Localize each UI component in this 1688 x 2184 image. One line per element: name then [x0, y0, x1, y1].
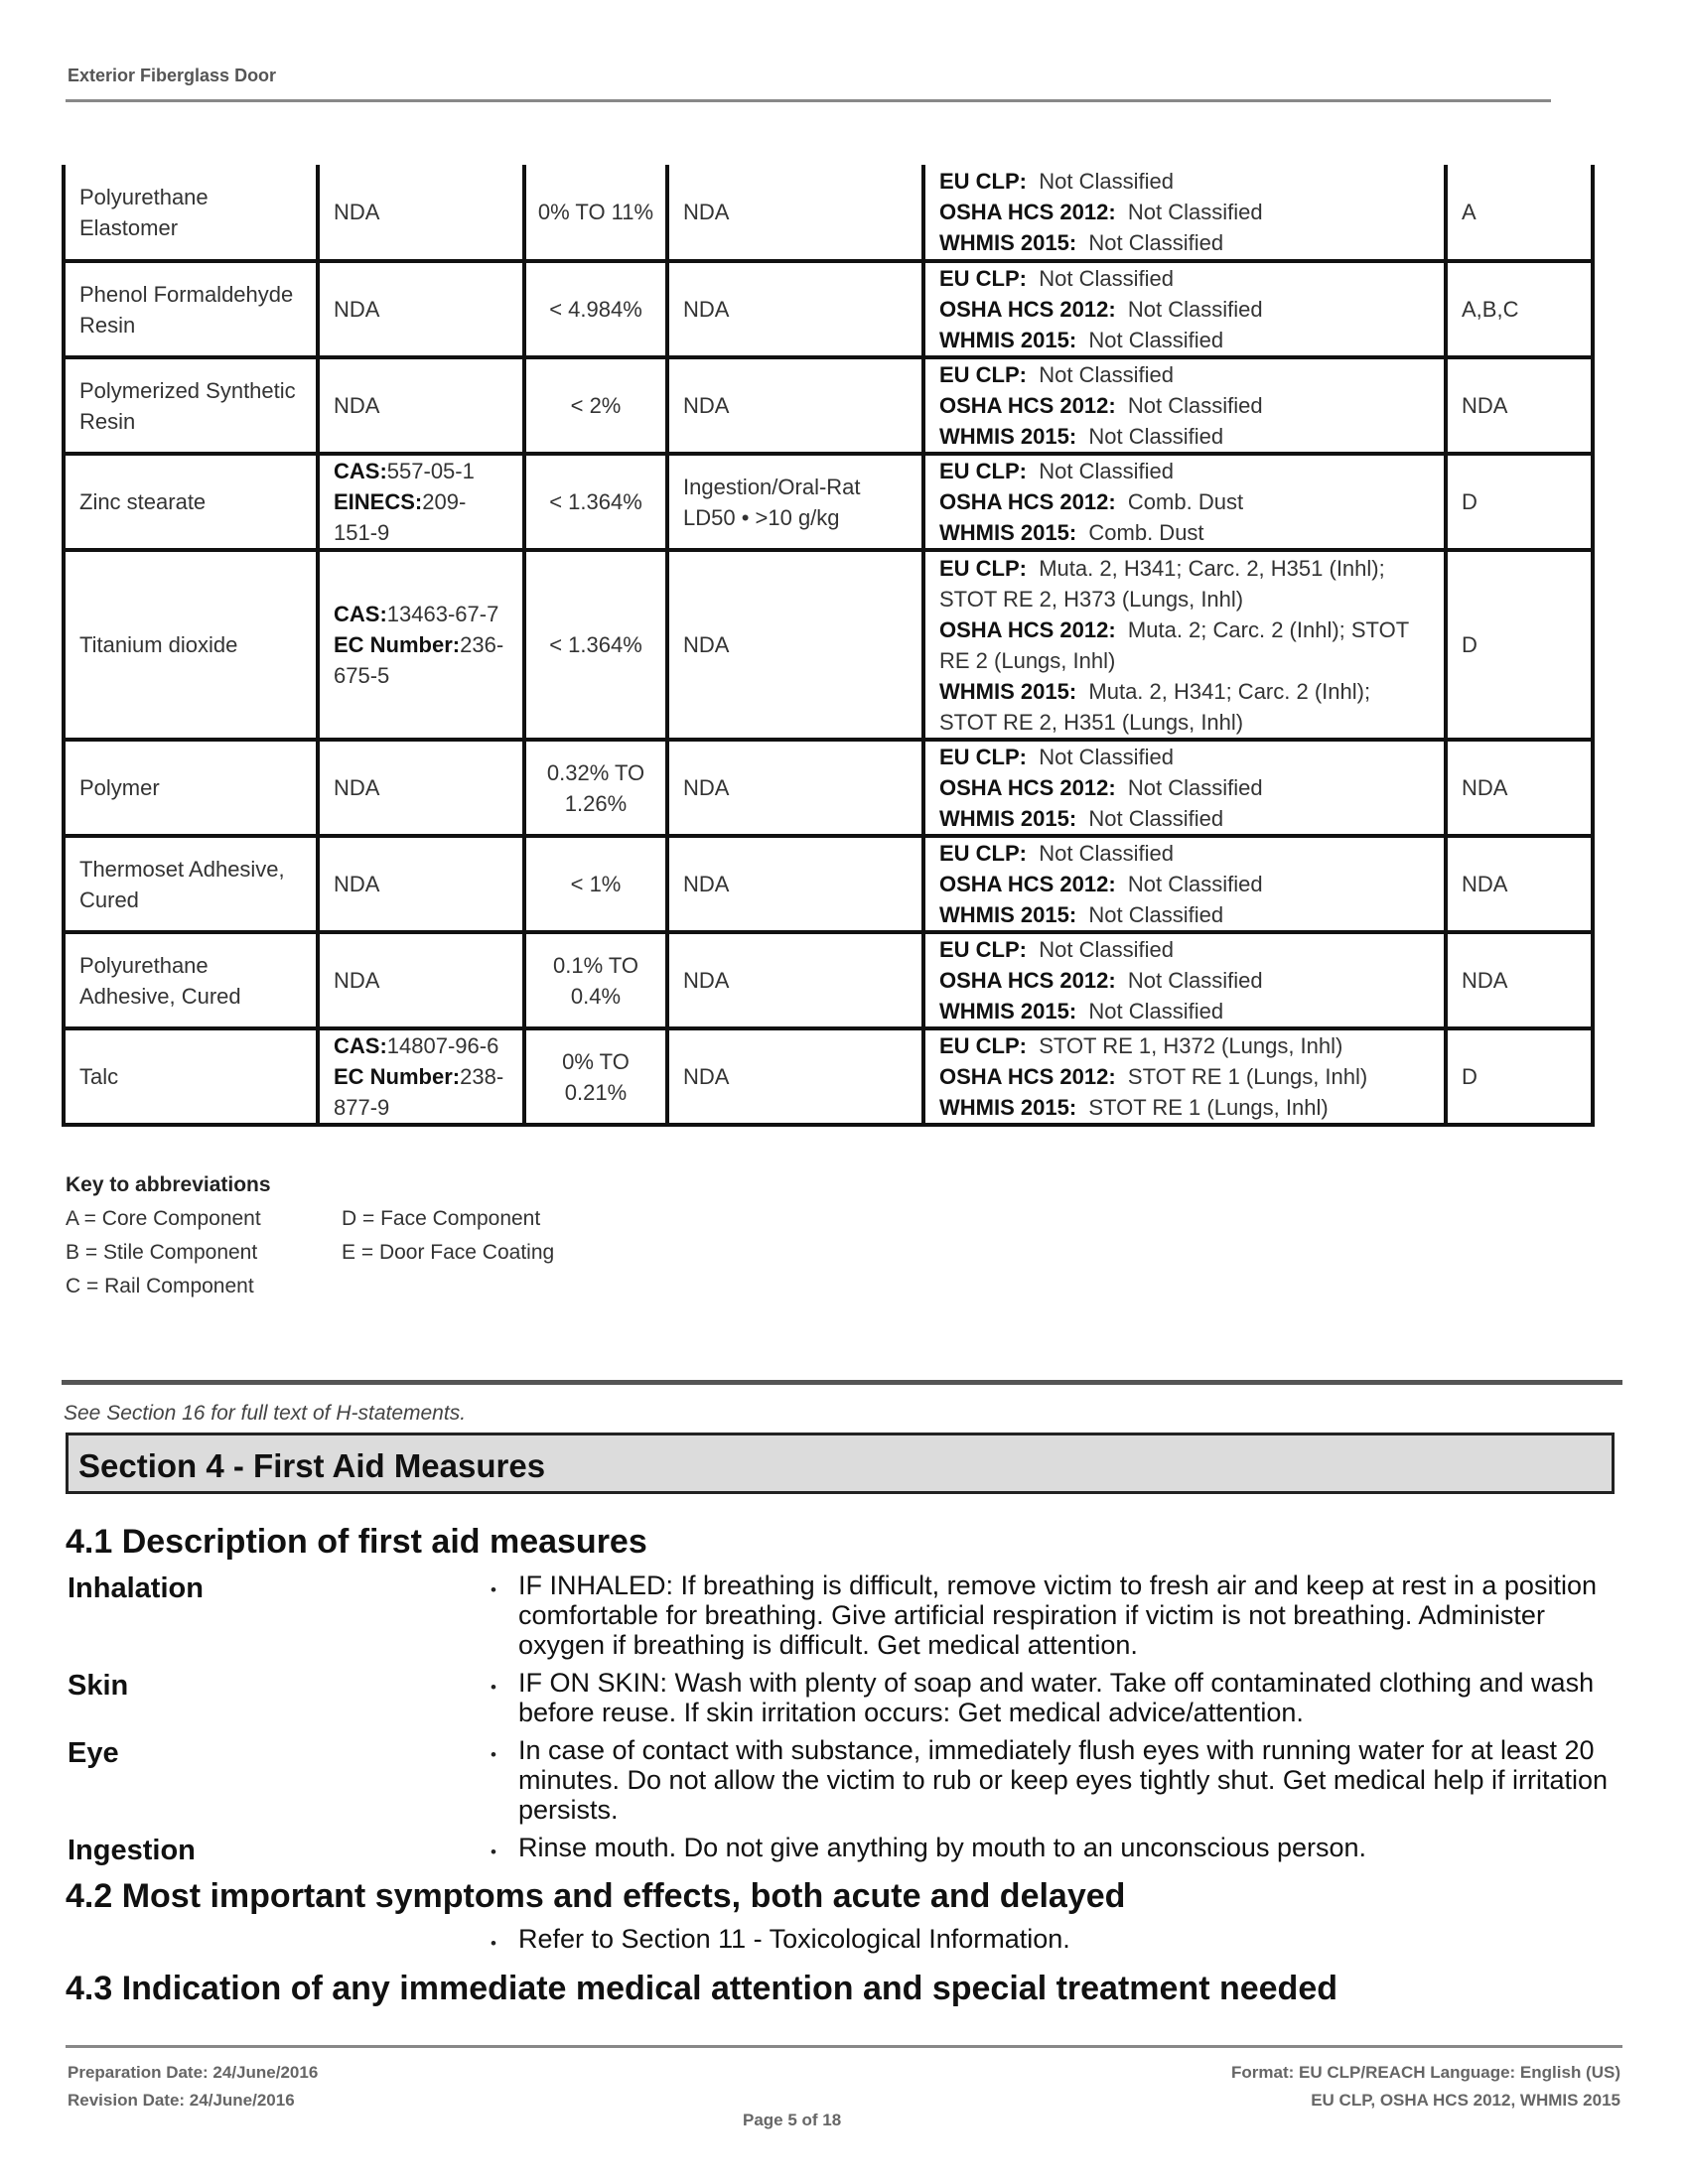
classification-text: Not Classified [1127, 775, 1263, 800]
eye-label: Eye [68, 1737, 119, 1769]
classification-text: Muta. 2, H341; Carc. 2 (Inhl); STOT RE 2, H351 (Lungs, Inhl) [939, 678, 1371, 735]
skin-label: Skin [68, 1670, 129, 1702]
key-c: C = Rail Component [66, 1275, 254, 1297]
composition-table [62, 165, 1595, 1127]
percent-cell: 0.1% TO 0.4% [524, 932, 667, 1028]
classification-label: OSHA HCS 2012: [939, 200, 1116, 224]
substance-cell: Polymerized Synthetic Resin [64, 357, 318, 454]
components-cell: D [1446, 454, 1593, 550]
components-cell: NDA [1446, 357, 1593, 454]
components-cell: NDA [1446, 740, 1593, 836]
classification-text: Not Classified [1127, 393, 1263, 418]
classification-cell [923, 357, 1446, 454]
classification-label: EU CLP: [939, 362, 1027, 387]
classification-text: Not Classified [1127, 872, 1263, 896]
classification-line [939, 421, 1430, 452]
preparation-date: Preparation Date: 24/June/2016 [68, 2063, 319, 2082]
classification-line [939, 325, 1430, 355]
classification-label: EU CLP: [939, 1033, 1027, 1058]
classification-label: EU CLP: [939, 169, 1027, 194]
classification-label: EU CLP: [939, 459, 1027, 483]
identifier-value: NDA [334, 968, 380, 993]
classification-cell [923, 1028, 1446, 1125]
identifier [334, 772, 508, 803]
classification-text: Not Classified [1088, 806, 1224, 831]
document-title: Exterior Fiberglass Door [68, 66, 277, 85]
classification-text: STOT RE 1, H372 (Lungs, Inhl) [1039, 1033, 1343, 1058]
spacer [1116, 489, 1128, 514]
ld50-cell: NDA [667, 1028, 923, 1125]
spacer [1027, 1033, 1039, 1058]
identifier [334, 599, 508, 629]
identifier-value: 557-05-1 [386, 459, 475, 483]
subsection-4-3: 4.3 Indication of any immediate medical attention and special treatment needed [66, 1970, 1337, 2007]
percent-cell: < 1% [524, 836, 667, 932]
classification-text: Not Classified [1088, 230, 1224, 255]
ingestion-text: Rinse mouth. Do not give anything by mouth to an unconscious person. [518, 1833, 1367, 1862]
identifier [334, 197, 508, 227]
spacer [1116, 297, 1128, 322]
substance-cell: Polymer [64, 740, 318, 836]
bullet: • [491, 1843, 496, 1861]
classification-label: OSHA HCS 2012: [939, 968, 1116, 993]
format-info: Format: EU CLP/REACH Language: English (US) [1231, 2063, 1620, 2082]
classification-line [939, 772, 1430, 803]
inhalation-label: Inhalation [68, 1572, 204, 1604]
spacer [1027, 841, 1039, 866]
bullet: • [491, 1934, 496, 1953]
classification-text: Not Classified [1039, 266, 1174, 291]
classification-line [939, 456, 1430, 486]
key-a: A = Core Component [66, 1207, 261, 1230]
classification-text: Muta. 2; Carc. 2 (Inhl); STOT RE 2 (Lungs, Inhl) [939, 616, 1409, 673]
spacer [1076, 1095, 1088, 1120]
classification-label: WHMIS 2015: [939, 424, 1077, 449]
percent-cell: < 1.364% [524, 550, 667, 740]
table-row [64, 932, 1593, 1028]
classification-text: Not Classified [1039, 745, 1174, 769]
skin-text: IF ON SKIN: Wash with plenty of soap and water. Take off contaminated clothing and wash before reuse. If skin irritation occurs: Get medical advice/attention. [518, 1668, 1595, 1727]
spacer [1116, 1064, 1128, 1089]
table-row [64, 165, 1593, 261]
spacer [1076, 806, 1088, 831]
percent-cell: 0% TO 11% [524, 165, 667, 261]
classification-label: WHMIS 2015: [939, 678, 1077, 704]
classification-line [939, 869, 1430, 899]
classification-line [939, 197, 1430, 227]
spacer [1027, 266, 1039, 291]
classification-label: OSHA HCS 2012: [939, 872, 1116, 896]
spacer [1076, 520, 1088, 545]
table-row [64, 357, 1593, 454]
identifier-cell [318, 740, 524, 836]
identifier [334, 1061, 508, 1123]
classification-label: OSHA HCS 2012: [939, 393, 1116, 418]
identifier-value: NDA [334, 200, 380, 224]
classification-line [939, 899, 1430, 930]
identifier [334, 456, 508, 486]
classification-line [939, 965, 1430, 996]
classification-text: Not Classified [1039, 937, 1174, 962]
classification-label: WHMIS 2015: [939, 1095, 1077, 1120]
spacer [1027, 937, 1039, 962]
classification-line [939, 166, 1430, 197]
section-divider [62, 1380, 1622, 1385]
classification-line [939, 1030, 1430, 1061]
classification-line [939, 838, 1430, 869]
identifier-cell [318, 550, 524, 740]
classification-text: Comb. Dust [1127, 489, 1244, 514]
identifier-cell [318, 357, 524, 454]
spacer [1116, 200, 1128, 224]
classification-line [939, 614, 1430, 676]
key-b: B = Stile Component [66, 1241, 258, 1264]
spacer [1116, 775, 1128, 800]
classification-text: STOT RE 1 (Lungs, Inhl) [1127, 1064, 1368, 1089]
classification-label: WHMIS 2015: [939, 902, 1077, 927]
components-cell: NDA [1446, 836, 1593, 932]
key-d: D = Face Component [342, 1207, 541, 1230]
classification-label: OSHA HCS 2012: [939, 775, 1116, 800]
identifier-label: CAS: [334, 602, 387, 626]
ld50-cell: NDA [667, 836, 923, 932]
classification-label: EU CLP: [939, 937, 1027, 962]
identifier-value: NDA [334, 297, 380, 322]
classification-line [939, 934, 1430, 965]
ingestion-label: Ingestion [68, 1835, 196, 1866]
classification-line [939, 1061, 1430, 1092]
classification-line [939, 390, 1430, 421]
classification-cell [923, 550, 1446, 740]
spacer [1027, 459, 1039, 483]
classification-label: OSHA HCS 2012: [939, 616, 1116, 642]
identifier-value: 209-151-9 [334, 489, 467, 545]
classification-line [939, 803, 1430, 834]
substance-cell: Titanium dioxide [64, 550, 318, 740]
classification-text: Not Classified [1088, 999, 1224, 1024]
substance-cell: Talc [64, 1028, 318, 1125]
classification-text: Not Classified [1039, 362, 1174, 387]
classification-line [939, 676, 1430, 738]
ld50-cell: Ingestion/Oral-Rat LD50 • >10 g/kg [667, 454, 923, 550]
page-number: Page 5 of 18 [743, 2111, 842, 2129]
identifier-value: 238-877-9 [334, 1064, 504, 1120]
header-divider [66, 99, 1551, 102]
percent-cell: 0% TO 0.21% [524, 1028, 667, 1125]
classification-label: WHMIS 2015: [939, 520, 1077, 545]
classification-label: EU CLP: [939, 745, 1027, 769]
classification-label: EU CLP: [939, 555, 1027, 581]
spacer [1076, 999, 1088, 1024]
ld50-cell: NDA [667, 261, 923, 357]
components-cell: A,B,C [1446, 261, 1593, 357]
classification-line [939, 294, 1430, 325]
classification-line [939, 996, 1430, 1026]
identifier [334, 1030, 508, 1061]
subsection-4-1: 4.1 Description of first aid measures [66, 1523, 647, 1561]
spacer [1027, 169, 1039, 194]
percent-cell: < 4.984% [524, 261, 667, 357]
identifier-value: NDA [334, 775, 380, 800]
substance-cell: Zinc stearate [64, 454, 318, 550]
classification-cell [923, 454, 1446, 550]
classification-line [939, 359, 1430, 390]
identifier [334, 965, 508, 996]
identifier-value: NDA [334, 872, 380, 896]
bullet: • [491, 1745, 496, 1764]
ld50-cell: NDA [667, 165, 923, 261]
classification-line [939, 486, 1430, 517]
classification-line [939, 517, 1430, 548]
classification-cell [923, 261, 1446, 357]
classification-text: Not Classified [1127, 200, 1263, 224]
spacer [1076, 328, 1088, 352]
classification-line [939, 227, 1430, 258]
spacer [1027, 745, 1039, 769]
footer-divider [66, 2045, 1622, 2048]
identifier-value: 14807-96-6 [386, 1033, 499, 1058]
h-statements-note: See Section 16 for full text of H-statements. [64, 1402, 467, 1425]
regulations-info: EU CLP, OSHA HCS 2012, WHMIS 2015 [1311, 2091, 1620, 2110]
classification-label: WHMIS 2015: [939, 806, 1077, 831]
percent-cell: < 1.364% [524, 454, 667, 550]
classification-text: Not Classified [1039, 841, 1174, 866]
components-cell: NDA [1446, 932, 1593, 1028]
table-row [64, 1028, 1593, 1125]
substance-cell: Thermoset Adhesive, Cured [64, 836, 318, 932]
identifier [334, 629, 508, 691]
ld50-cell: NDA [667, 932, 923, 1028]
classification-label: OSHA HCS 2012: [939, 489, 1116, 514]
identifier-value: 13463-67-7 [386, 602, 499, 626]
classification-cell [923, 932, 1446, 1028]
classification-cell [923, 836, 1446, 932]
classification-label: OSHA HCS 2012: [939, 297, 1116, 322]
classification-text: Muta. 2, H341; Carc. 2, H351 (Inhl); STOT RE 2, H373 (Lungs, Inhl) [939, 555, 1385, 612]
classification-text: Not Classified [1039, 459, 1174, 483]
table-row [64, 454, 1593, 550]
spacer [1116, 393, 1128, 418]
section-header [66, 1433, 1615, 1494]
classification-text: Not Classified [1088, 424, 1224, 449]
ld50-cell: NDA [667, 550, 923, 740]
identifier-label: CAS: [334, 1033, 387, 1058]
bullet: • [491, 1580, 496, 1599]
identifier-cell [318, 836, 524, 932]
classification-cell [923, 165, 1446, 261]
bullet: • [491, 1678, 496, 1697]
eye-text: In case of contact with substance, immediately flush eyes with running water for at least 20 minutes. Do not allow the victim to rub or keep eyes tightly shut. Get medical help if irritation persists. [518, 1735, 1608, 1825]
identifier-cell [318, 165, 524, 261]
identifier-value: NDA [334, 393, 380, 418]
subsection-4-2: 4.2 Most important symptoms and effects, both acute and delayed [66, 1877, 1126, 1915]
classification-line [939, 553, 1430, 614]
identifier-cell [318, 1028, 524, 1125]
classification-line [939, 1092, 1430, 1123]
key-e: E = Door Face Coating [342, 1241, 555, 1264]
classification-text: STOT RE 1 (Lungs, Inhl) [1088, 1095, 1329, 1120]
components-cell: D [1446, 1028, 1593, 1125]
spacer [1076, 424, 1088, 449]
classification-label: WHMIS 2015: [939, 230, 1077, 255]
table-row [64, 836, 1593, 932]
identifier-label: EINECS: [334, 489, 423, 514]
identifier-label: EC Number: [334, 1064, 461, 1089]
identifier-cell [318, 261, 524, 357]
components-cell: D [1446, 550, 1593, 740]
identifier-label: CAS: [334, 459, 387, 483]
classification-line [939, 742, 1430, 772]
section-title: Section 4 - First Aid Measures [78, 1447, 546, 1484]
revision-date: Revision Date: 24/June/2016 [68, 2091, 295, 2110]
spacer [1076, 679, 1088, 704]
spacer [1116, 968, 1128, 993]
table-row [64, 740, 1593, 836]
inhalation-text: IF INHALED: If breathing is difficult, remove victim to fresh air and keep at rest in a position comfortable for breathing. Give artificial respiration if victim is not breathing. Administer oxygen if breathing is difficult. Get medical attention. [518, 1570, 1597, 1660]
spacer [1027, 362, 1039, 387]
identifier [334, 390, 508, 421]
substance-cell: Polyurethane Elastomer [64, 165, 318, 261]
spacer [1116, 872, 1128, 896]
identifier [334, 294, 508, 325]
classification-label: OSHA HCS 2012: [939, 1064, 1116, 1089]
classification-text: Not Classified [1127, 968, 1263, 993]
table-row [64, 550, 1593, 740]
classification-label: EU CLP: [939, 266, 1027, 291]
substance-cell: Polyurethane Adhesive, Cured [64, 932, 318, 1028]
percent-cell: 0.32% TO 1.26% [524, 740, 667, 836]
identifier-value: 236-675-5 [334, 632, 504, 688]
percent-cell: < 2% [524, 357, 667, 454]
identifier [334, 869, 508, 899]
key-title: Key to abbreviations [66, 1173, 271, 1196]
spacer [1076, 902, 1088, 927]
classification-cell [923, 740, 1446, 836]
classification-text: Not Classified [1088, 328, 1224, 352]
classification-text: Comb. Dust [1088, 520, 1204, 545]
identifier-cell [318, 454, 524, 550]
components-cell: A [1446, 165, 1593, 261]
classification-label: WHMIS 2015: [939, 328, 1077, 352]
table-row [64, 261, 1593, 357]
classification-label: WHMIS 2015: [939, 999, 1077, 1024]
symptoms-text: Refer to Section 11 - Toxicological Information. [518, 1924, 1070, 1954]
classification-label: EU CLP: [939, 841, 1027, 866]
identifier-cell [318, 932, 524, 1028]
identifier [334, 486, 508, 548]
classification-text: Not Classified [1039, 169, 1174, 194]
classification-text: Not Classified [1127, 297, 1263, 322]
ld50-cell: NDA [667, 740, 923, 836]
spacer [1116, 617, 1128, 642]
identifier-label: EC Number: [334, 632, 461, 657]
spacer [1027, 556, 1039, 581]
spacer [1076, 230, 1088, 255]
classification-line [939, 263, 1430, 294]
substance-cell: Phenol Formaldehyde Resin [64, 261, 318, 357]
ld50-cell: NDA [667, 357, 923, 454]
classification-text: Not Classified [1088, 902, 1224, 927]
